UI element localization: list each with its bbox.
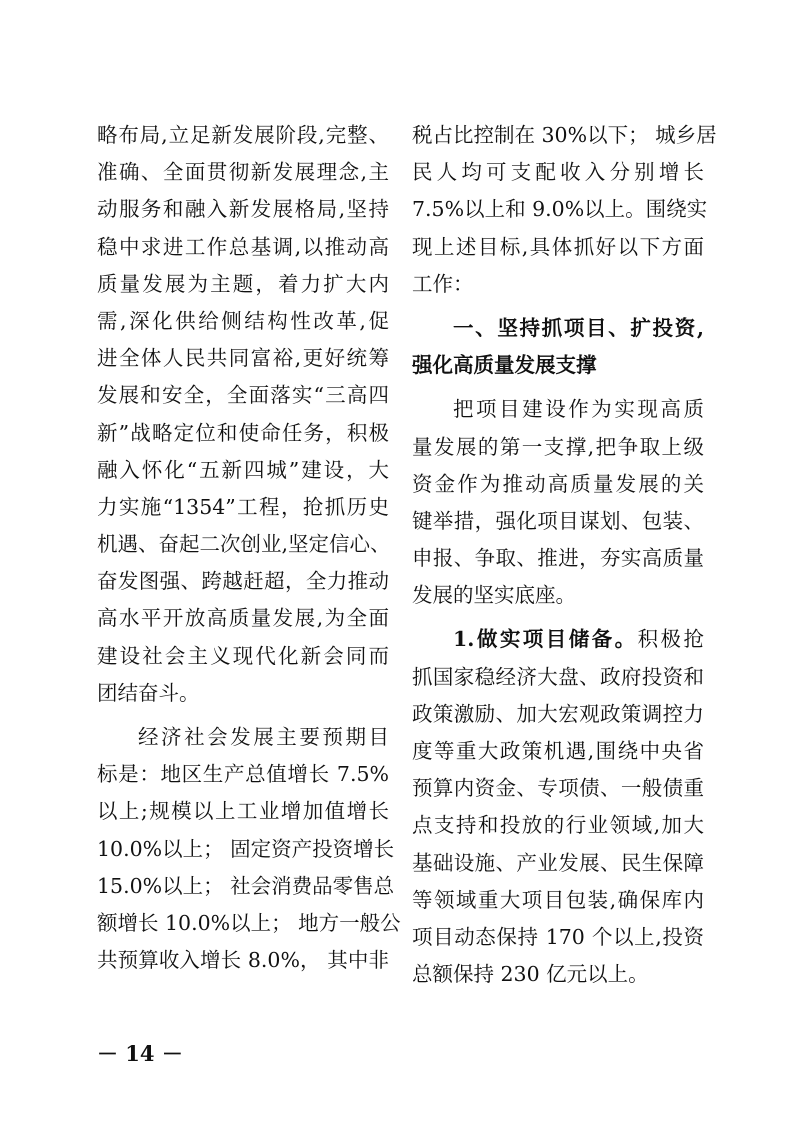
text-line: 准确、全面贯彻新发展理念,主 [97, 160, 389, 185]
text-line: 项目动态保持 170 个以上,投资 [412, 924, 704, 949]
text-line: 额增长 10.0%以上； 地方一般公 [97, 910, 401, 935]
text-line: 稳中求进工作总基调,以推动高 [97, 234, 389, 259]
text-line: 发展和安全，全面落实“三高四 [97, 383, 389, 408]
paragraph-guiding-principles [97, 117, 389, 712]
left-column [97, 117, 401, 979]
text-line: 略布局,立足新发展阶段,完整、 [97, 123, 389, 147]
item-text: 积极抢 [637, 627, 704, 652]
text-line: 等领域重大项目包装,确保库内 [412, 887, 704, 912]
text-line: 资金作为推动高质量发展的关 [412, 471, 704, 496]
text-line: 动服务和融入新发展格局,坚持 [97, 197, 389, 222]
text-line: 15.0%以上； 社会消费品零售总 [97, 873, 395, 898]
text-line: 经济社会发展主要预期目 [138, 725, 389, 749]
text-line: 抓国家稳经济大盘、政府投资和 [412, 664, 704, 689]
text-line: 融入怀化“五新四城”建设，大 [97, 457, 389, 482]
text-line: 质量发展为主题，着力扩大内 [97, 271, 389, 296]
paragraph-project-reserve [412, 621, 704, 993]
text-line: 共预算收入增长 8.0%， 其中非 [97, 948, 389, 973]
section-heading [412, 310, 704, 384]
item-title: 1.做实项目储备。 [453, 627, 638, 652]
text-line: 税占比控制在 30%以下； 城乡居 [412, 123, 717, 147]
text-line: 申报、争取、推进，夯实高质量 [412, 546, 704, 571]
text-line: 力实施“1354”工程，抢抓历史 [97, 494, 389, 519]
text-line: 发展的坚实底座。 [412, 583, 576, 608]
text-line: 进全体人民共同富裕,更好统筹 [97, 346, 389, 371]
text-line: 民人均可支配收入分别增长 [412, 160, 704, 185]
text-line: 现上述目标,具体抓好以下方面 [412, 234, 704, 259]
text-line: 建设社会主义现代化新会同而 [97, 643, 389, 668]
text-line: 量发展的第一支撑,把争取上级 [412, 434, 704, 459]
heading-line: 强化高质量发展支撑 [412, 353, 597, 378]
heading-line: 一、坚持抓项目、扩投资, [453, 315, 704, 340]
text-line: 新”战略定位和使命任务，积极 [97, 420, 389, 445]
text-line: 机遇、奋起二次创业,坚定信心、 [97, 532, 391, 557]
paragraph-targets-continued [412, 117, 717, 303]
right-column [412, 117, 717, 993]
text-line: 需,深化供给侧结构性改革,促 [97, 308, 389, 333]
text-line: 预算内资金、专项债、一般债重 [412, 776, 704, 801]
text-line: 7.5%以上和 9.0%以上。围绕实 [412, 197, 708, 222]
paragraph-development-targets [97, 719, 401, 979]
text-line: 奋发图强、跨越赶超，全力推动 [97, 569, 389, 594]
text-line: 团结奋斗。 [97, 680, 200, 705]
text-line: 键举措，强化项目谋划、包装、 [412, 508, 704, 533]
text-line: 点支持和投放的行业领域,加大 [412, 813, 704, 838]
text-line: 政策激励、加大宏观政策调控力 [412, 701, 704, 726]
text-line: 高水平开放高质量发展,为全面 [97, 606, 389, 631]
text-line: 标是：地区生产总值增长 7.5% [97, 762, 389, 787]
text-line: 把项目建设作为实现高质 [453, 397, 704, 422]
paragraph-project-construction [412, 391, 704, 614]
text-line: 10.0%以上； 固定资产投资增长 [97, 836, 395, 861]
text-line [412, 621, 704, 658]
text-line: 基础设施、产业发展、民生保障 [412, 850, 704, 875]
text-line: 以上;规模以上工业增加值增长 [97, 799, 389, 824]
text-line: 总额保持 230 亿元以上。 [412, 962, 649, 987]
text-line: 工作： [412, 271, 474, 296]
text-line: 度等重大政策机遇,围绕中央省 [412, 739, 704, 763]
page-number: － 14 － [97, 1041, 183, 1066]
